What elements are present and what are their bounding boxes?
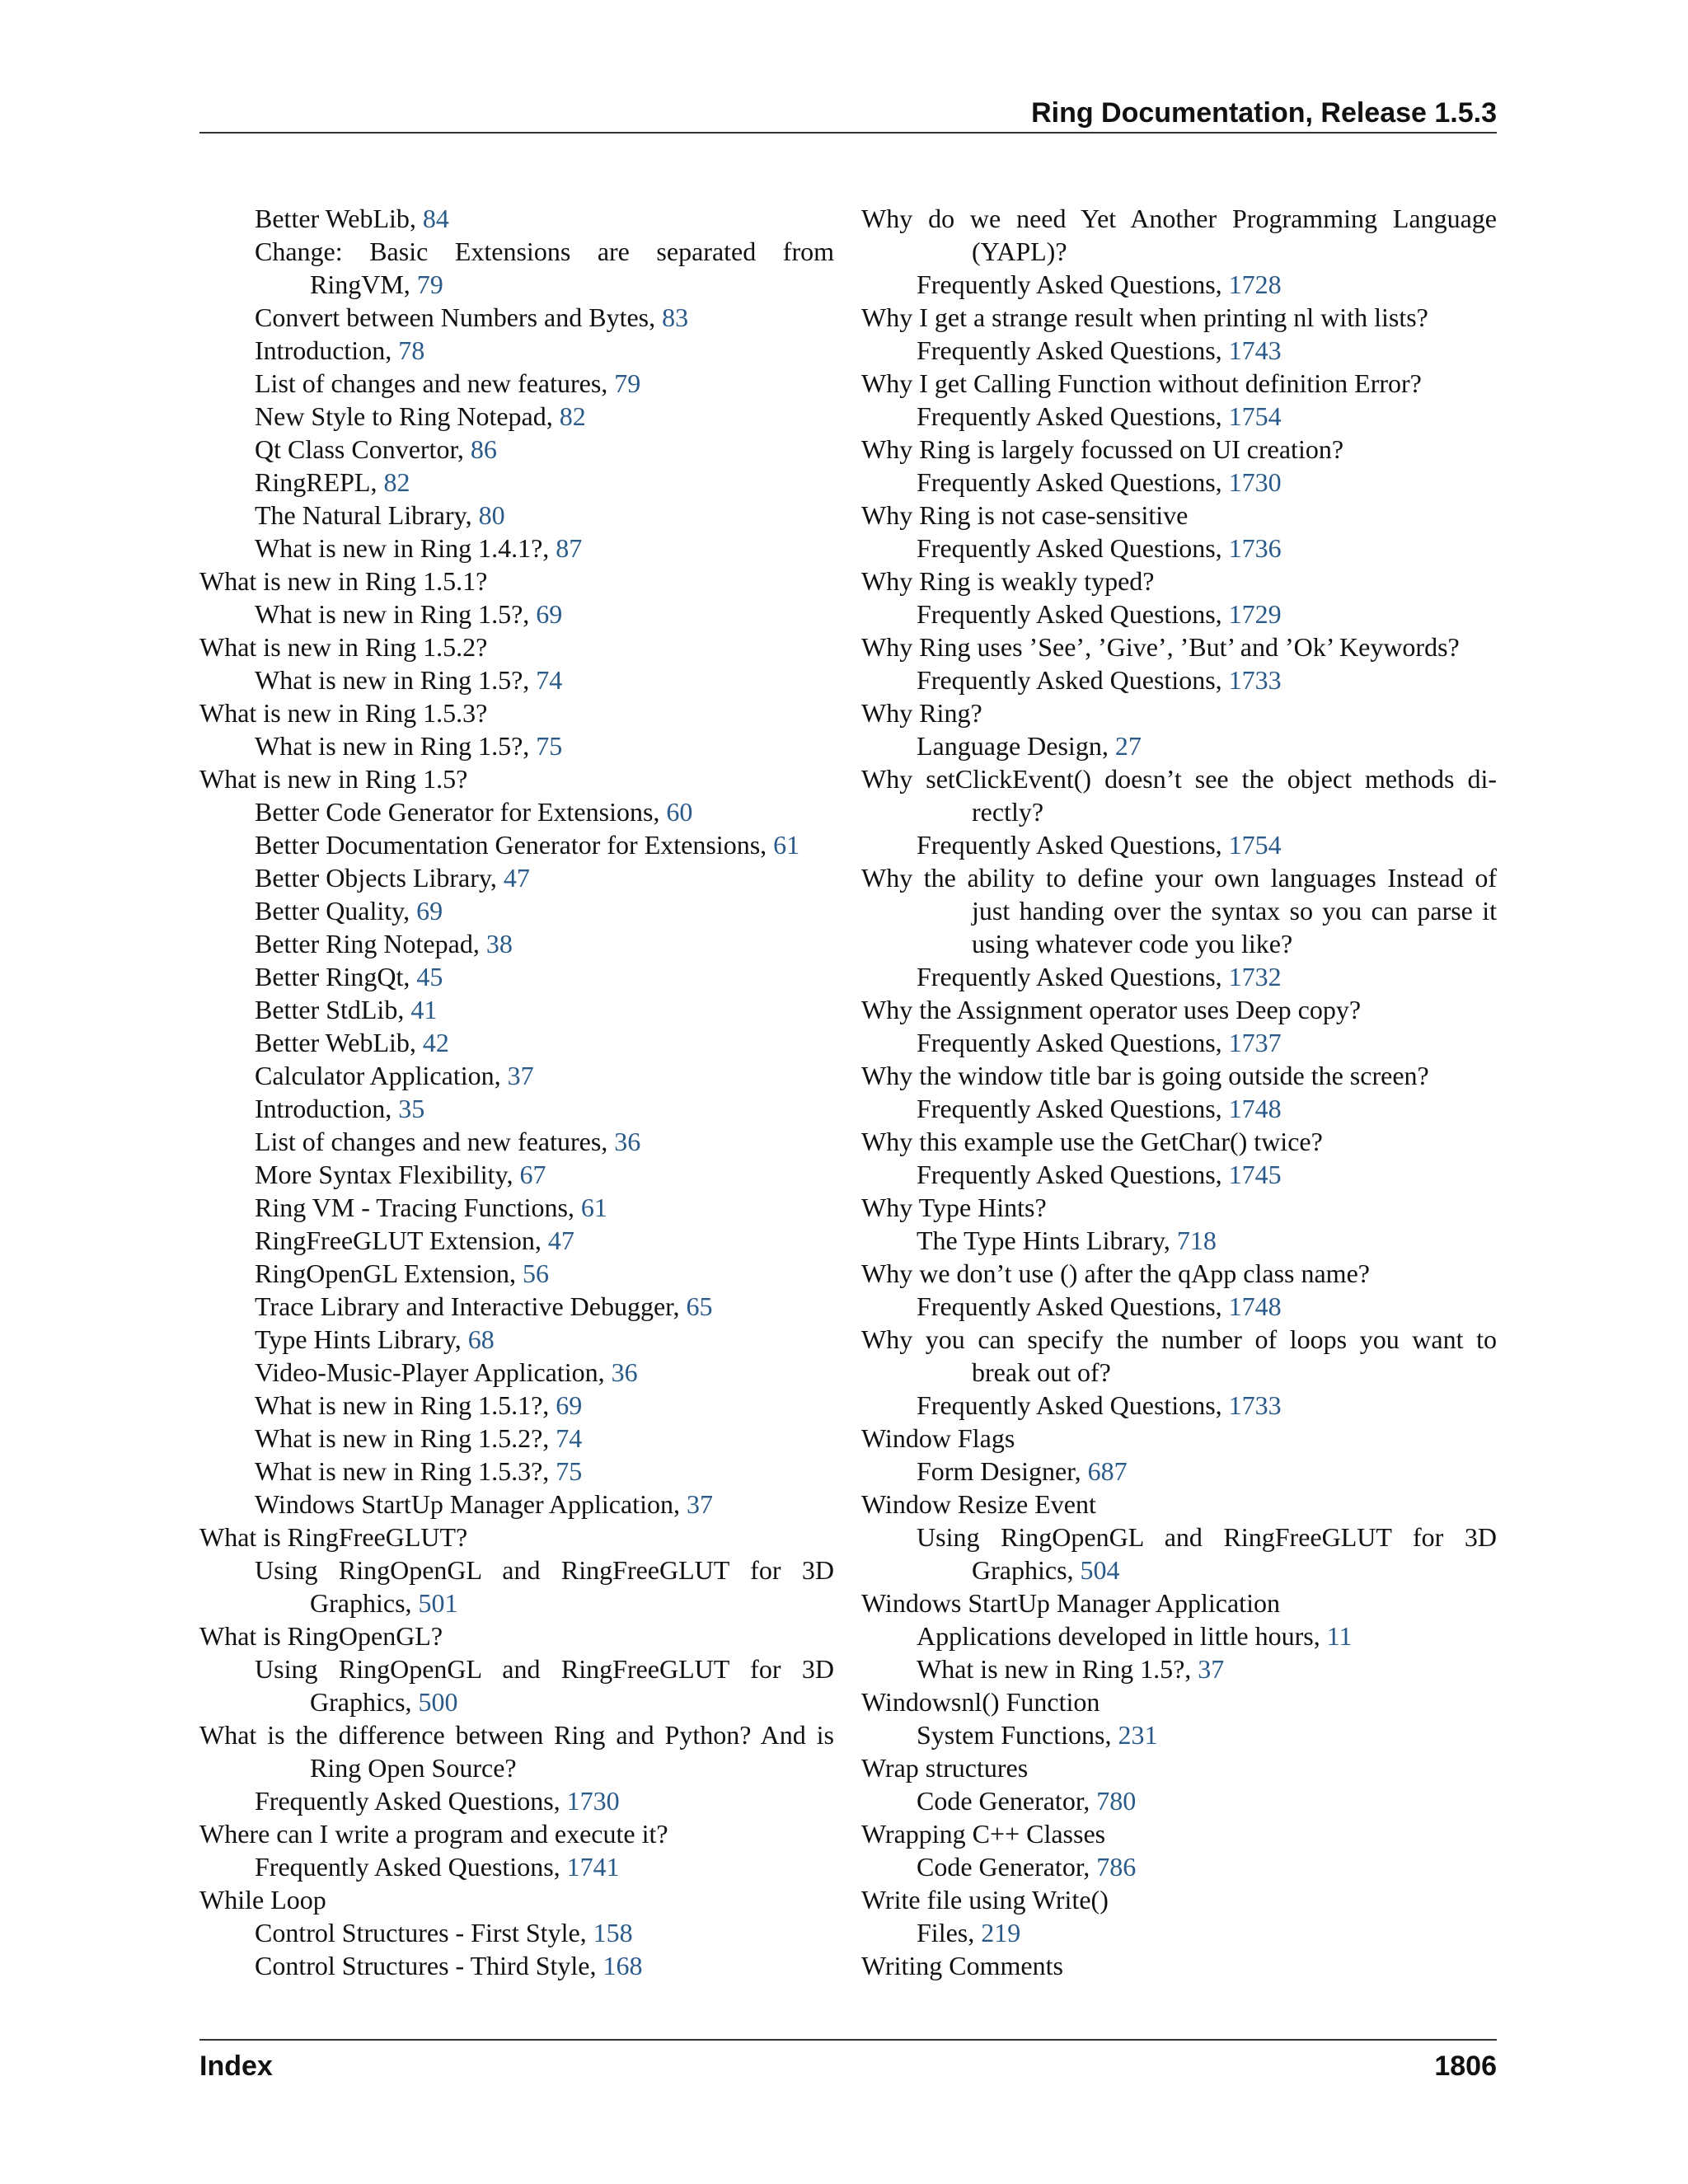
page-link[interactable]: 1732 bbox=[1228, 962, 1282, 991]
entry-text: Graphics, bbox=[310, 1588, 419, 1618]
entry-text: What is new in Ring 1.5?, bbox=[255, 599, 537, 629]
page-link[interactable]: 1745 bbox=[1228, 1160, 1282, 1189]
page-link[interactable]: 80 bbox=[478, 500, 505, 530]
entry-text: Frequently Asked Questions, bbox=[917, 1160, 1229, 1189]
index-entry bbox=[861, 696, 1497, 729]
entry-text: Frequently Asked Questions, bbox=[917, 830, 1229, 860]
entry-text: What is new in Ring 1.5.1?, bbox=[255, 1390, 556, 1420]
page-link[interactable]: 74 bbox=[556, 1423, 583, 1453]
index-entry bbox=[861, 1422, 1497, 1455]
entry-text: Using RingOpenGL and RingFreeGLUT for 3D bbox=[917, 1522, 1497, 1552]
index-subentry bbox=[861, 268, 1497, 301]
index-entry bbox=[861, 1488, 1497, 1521]
index-subentry bbox=[199, 1323, 834, 1356]
index-entry bbox=[861, 1257, 1497, 1290]
index-entry bbox=[199, 1521, 834, 1554]
entry-text: Better StdLib, bbox=[255, 995, 411, 1024]
index-subentry bbox=[199, 1092, 834, 1125]
index-subentry bbox=[861, 927, 1497, 960]
page-link[interactable]: 27 bbox=[1114, 731, 1142, 761]
index-entry bbox=[861, 202, 1497, 235]
page-link[interactable]: 82 bbox=[383, 467, 410, 497]
entry-text: Ring Open Source? bbox=[310, 1753, 517, 1783]
entry-text: Frequently Asked Questions, bbox=[917, 1291, 1229, 1321]
page-footer bbox=[199, 2039, 1497, 2090]
index-subentry bbox=[199, 1158, 834, 1191]
entry-text: Why Ring uses ’See’, ’Give’, ’But’ and ’Ok’ Keywords? bbox=[861, 632, 1460, 662]
entry-text: Files, bbox=[917, 1918, 982, 1947]
index-subentry bbox=[199, 894, 834, 927]
entry-text: What is new in Ring 1.5?, bbox=[917, 1654, 1198, 1684]
entry-text: Change: Basic Extensions are separated from bbox=[255, 237, 834, 266]
index-entry bbox=[861, 1949, 1497, 1982]
entry-text: Why Ring is not case-sensitive bbox=[861, 500, 1189, 530]
index-subentry bbox=[199, 301, 834, 334]
page-number: 1806 bbox=[1434, 2050, 1497, 2082]
entry-text: Better WebLib, bbox=[255, 1028, 423, 1057]
entry-text: Windowsnl() Function bbox=[861, 1687, 1100, 1717]
page-link[interactable]: 718 bbox=[1176, 1226, 1217, 1255]
entry-text: Introduction, bbox=[255, 1094, 399, 1123]
index-entry bbox=[861, 565, 1497, 598]
page-link[interactable]: 1729 bbox=[1228, 599, 1282, 629]
page-link[interactable]: 47 bbox=[547, 1226, 574, 1255]
entry-text: Using RingOpenGL and RingFreeGLUT for 3D bbox=[255, 1654, 834, 1684]
page-link[interactable]: 501 bbox=[418, 1588, 458, 1618]
index-subentry bbox=[199, 861, 834, 894]
entry-text: Why you can specify the number of loops you want to bbox=[861, 1324, 1497, 1354]
index-subentry bbox=[199, 960, 834, 993]
index-subentry bbox=[199, 1224, 834, 1257]
page-link[interactable]: 1741 bbox=[566, 1852, 620, 1882]
index-entry bbox=[199, 762, 834, 795]
index-subentry bbox=[199, 1290, 834, 1323]
entry-text: Graphics, bbox=[972, 1555, 1081, 1585]
entry-text: using whatever code you like? bbox=[972, 929, 1293, 958]
index-subentry bbox=[199, 1257, 834, 1290]
page-link[interactable]: 69 bbox=[536, 599, 563, 629]
entry-text: Control Structures - Third Style, bbox=[255, 1951, 603, 1980]
page-link[interactable]: 75 bbox=[536, 731, 563, 761]
entry-text: RingFreeGLUT Extension, bbox=[255, 1226, 548, 1255]
index-subentry bbox=[199, 1949, 834, 1982]
page-link[interactable]: 60 bbox=[666, 797, 693, 827]
entry-text: Applications developed in little hours, bbox=[917, 1621, 1327, 1651]
index-subentry bbox=[199, 466, 834, 499]
entry-text: Code Generator, bbox=[917, 1786, 1097, 1816]
entry-text: What is new in Ring 1.5.2?, bbox=[255, 1423, 556, 1453]
index-entry bbox=[861, 1125, 1497, 1158]
entry-text: What is new in Ring 1.5.3? bbox=[199, 698, 488, 728]
index-subentry bbox=[861, 466, 1497, 499]
page-link[interactable]: 36 bbox=[611, 1357, 638, 1387]
page-link[interactable]: 65 bbox=[686, 1291, 713, 1321]
page-link[interactable]: 41 bbox=[410, 995, 438, 1024]
entry-text: Language Design, bbox=[917, 731, 1115, 761]
page-link[interactable]: 1730 bbox=[566, 1786, 620, 1816]
index-subentry bbox=[199, 729, 834, 762]
index-subentry bbox=[861, 1619, 1497, 1652]
index-entry bbox=[861, 1883, 1497, 1916]
page-link[interactable]: 61 bbox=[773, 830, 800, 860]
page-link[interactable]: 1754 bbox=[1228, 401, 1282, 431]
index-entry bbox=[861, 1323, 1497, 1356]
page-link[interactable]: 75 bbox=[556, 1456, 583, 1486]
page-link[interactable]: 82 bbox=[559, 401, 586, 431]
index-entry bbox=[861, 433, 1497, 466]
index-subentry bbox=[861, 1784, 1497, 1817]
index-subentry bbox=[199, 334, 834, 367]
entry-text: Calculator Application, bbox=[255, 1061, 508, 1090]
entry-text: Why the window title bar is going outside the screen? bbox=[861, 1061, 1429, 1090]
entry-text: Better Quality, bbox=[255, 896, 417, 926]
entry-text: Why we don’t use () after the qApp class name? bbox=[861, 1258, 1370, 1288]
entry-text: Frequently Asked Questions, bbox=[917, 1028, 1229, 1057]
page-link[interactable]: 79 bbox=[614, 368, 641, 398]
index-subentry bbox=[199, 268, 834, 301]
page-link[interactable]: 1743 bbox=[1228, 335, 1282, 365]
index-subentry bbox=[199, 367, 834, 400]
entry-text: What is new in Ring 1.5? bbox=[199, 764, 468, 794]
page-link[interactable]: 1748 bbox=[1228, 1291, 1282, 1321]
page-link[interactable]: 168 bbox=[603, 1951, 643, 1980]
page-link[interactable]: 37 bbox=[1198, 1654, 1225, 1684]
entry-text: Code Generator, bbox=[917, 1852, 1097, 1882]
page-link[interactable]: 1737 bbox=[1228, 1028, 1282, 1057]
entry-text: Trace Library and Interactive Debugger, bbox=[255, 1291, 687, 1321]
entry-text: RingVM, bbox=[310, 269, 417, 299]
page-link[interactable]: 69 bbox=[416, 896, 443, 926]
entry-text: List of changes and new features, bbox=[255, 1127, 615, 1156]
entry-text: Graphics, bbox=[310, 1687, 419, 1717]
page-link[interactable]: 67 bbox=[519, 1160, 546, 1189]
page-link[interactable]: 35 bbox=[398, 1094, 425, 1123]
page-link[interactable]: 1754 bbox=[1228, 830, 1282, 860]
page-link[interactable]: 83 bbox=[662, 302, 689, 332]
index-subentry bbox=[199, 235, 834, 268]
entry-text: Why setClickEvent() doesn’t see the object methods di- bbox=[861, 764, 1497, 794]
index-entry bbox=[861, 1586, 1497, 1619]
page-link[interactable]: 79 bbox=[416, 269, 443, 299]
index-subentry bbox=[861, 1455, 1497, 1488]
page-link[interactable]: 74 bbox=[536, 665, 563, 695]
index-column-left bbox=[199, 202, 834, 1982]
entry-text: Why Ring is largely focussed on UI creation? bbox=[861, 434, 1344, 464]
entry-text: Better Objects Library, bbox=[255, 863, 504, 893]
index-column-right bbox=[861, 202, 1497, 1982]
index-subentry bbox=[199, 1850, 834, 1883]
entry-text: Ring VM - Tracing Functions, bbox=[255, 1193, 581, 1222]
page-link[interactable]: 687 bbox=[1087, 1456, 1128, 1486]
index-subentry bbox=[199, 1389, 834, 1422]
index-subentry bbox=[861, 1224, 1497, 1257]
page-link[interactable]: 78 bbox=[398, 335, 425, 365]
entry-text: New Style to Ring Notepad, bbox=[255, 401, 560, 431]
entry-text: Using RingOpenGL and RingFreeGLUT for 3D bbox=[255, 1555, 834, 1585]
index-entry bbox=[199, 1718, 834, 1751]
entry-text: break out of? bbox=[972, 1357, 1111, 1387]
page-link[interactable]: 36 bbox=[614, 1127, 641, 1156]
index-subentry bbox=[861, 795, 1497, 828]
entry-text: What is new in Ring 1.5.1? bbox=[199, 566, 488, 596]
index-subentry bbox=[199, 927, 834, 960]
index-subentry bbox=[861, 1850, 1497, 1883]
page-link[interactable]: 87 bbox=[556, 533, 583, 563]
index-subentry bbox=[199, 1125, 834, 1158]
entry-text: just handing over the syntax so you can parse it bbox=[972, 896, 1497, 926]
index-entry bbox=[199, 1883, 834, 1916]
index-subentry bbox=[199, 598, 834, 630]
entry-text: rectly? bbox=[972, 797, 1044, 827]
entry-text: Type Hints Library, bbox=[255, 1324, 468, 1354]
entry-text: Windows StartUp Manager Application, bbox=[255, 1489, 687, 1519]
entry-text: Why do we need Yet Another Programming Language bbox=[861, 204, 1497, 233]
index-subentry bbox=[199, 1191, 834, 1224]
entry-text: Frequently Asked Questions, bbox=[917, 1094, 1229, 1123]
entry-text: Why Ring? bbox=[861, 698, 982, 728]
index-subentry bbox=[199, 1784, 834, 1817]
entry-text: Wrap structures bbox=[861, 1753, 1029, 1783]
index-subentry bbox=[861, 1158, 1497, 1191]
index-subentry bbox=[199, 663, 834, 696]
page-link[interactable]: 500 bbox=[418, 1687, 458, 1717]
index-entry bbox=[861, 1059, 1497, 1092]
entry-text: Where can I write a program and execute it? bbox=[199, 1819, 668, 1849]
index-subentry bbox=[199, 993, 834, 1026]
entry-text: What is new in Ring 1.5?, bbox=[255, 665, 537, 695]
index-subentry bbox=[199, 532, 834, 565]
index-subentry bbox=[861, 1652, 1497, 1685]
index-subentry bbox=[199, 1554, 834, 1586]
index-subentry bbox=[861, 960, 1497, 993]
page-link[interactable]: 69 bbox=[556, 1390, 583, 1420]
footer-section: Index bbox=[199, 2050, 273, 2082]
entry-text: Why I get a strange result when printing nl with lists? bbox=[861, 302, 1428, 332]
index-subentry bbox=[861, 1521, 1497, 1554]
page-link[interactable]: 1733 bbox=[1228, 1390, 1282, 1420]
page-link[interactable]: 219 bbox=[981, 1918, 1021, 1947]
page-link[interactable]: 231 bbox=[1118, 1720, 1158, 1750]
index-subentry bbox=[861, 235, 1497, 268]
index-entry bbox=[861, 1685, 1497, 1718]
index-entry bbox=[861, 630, 1497, 663]
index-entry bbox=[861, 499, 1497, 532]
index-subentry bbox=[199, 1026, 834, 1059]
entry-text: While Loop bbox=[199, 1885, 326, 1915]
index-entry bbox=[199, 1817, 834, 1850]
index-entry bbox=[861, 762, 1497, 795]
entry-text: Windows StartUp Manager Application bbox=[861, 1588, 1280, 1618]
page-link[interactable]: 38 bbox=[485, 929, 513, 958]
index-subentry bbox=[199, 795, 834, 828]
entry-text: Why the Assignment operator uses Deep copy? bbox=[861, 995, 1362, 1024]
entry-text: What is new in Ring 1.5.3?, bbox=[255, 1456, 556, 1486]
index-entry bbox=[199, 630, 834, 663]
entry-text: Why Ring is weakly typed? bbox=[861, 566, 1155, 596]
entry-text: What is RingOpenGL? bbox=[199, 1621, 443, 1651]
entry-text: List of changes and new features, bbox=[255, 368, 615, 398]
index-subentry bbox=[199, 499, 834, 532]
page-link[interactable]: 47 bbox=[503, 863, 530, 893]
entry-text: Frequently Asked Questions, bbox=[917, 599, 1229, 629]
entry-text: More Syntax Flexibility, bbox=[255, 1160, 520, 1189]
index-subentry bbox=[861, 1718, 1497, 1751]
entry-text: Why this example use the GetChar() twice? bbox=[861, 1127, 1323, 1156]
index-subentry bbox=[861, 1290, 1497, 1323]
index-subentry bbox=[199, 433, 834, 466]
index-subentry bbox=[861, 1356, 1497, 1389]
entry-text: Window Flags bbox=[861, 1423, 1015, 1453]
entry-text: Why I get Calling Function without definition Error? bbox=[861, 368, 1422, 398]
page-link[interactable]: 1736 bbox=[1228, 533, 1282, 563]
index-subentry bbox=[199, 1488, 834, 1521]
entry-text: What is new in Ring 1.5?, bbox=[255, 731, 537, 761]
index-subentry bbox=[199, 828, 834, 861]
index-entry bbox=[861, 1751, 1497, 1784]
index-subentry bbox=[861, 828, 1497, 861]
page-link[interactable]: 56 bbox=[523, 1258, 549, 1288]
entry-text: RingOpenGL Extension, bbox=[255, 1258, 523, 1288]
entry-text: Frequently Asked Questions, bbox=[917, 1390, 1229, 1420]
entry-text: Video-Music-Player Application, bbox=[255, 1357, 612, 1387]
index-entry bbox=[861, 1817, 1497, 1850]
entry-text: Qt Class Convertor, bbox=[255, 434, 471, 464]
index-subentry bbox=[199, 1685, 834, 1718]
page-link[interactable]: 504 bbox=[1080, 1555, 1120, 1585]
index-entry bbox=[861, 367, 1497, 400]
entry-text: What is new in Ring 1.5.2? bbox=[199, 632, 488, 662]
index-subentry bbox=[199, 202, 834, 235]
entry-text: Better RingQt, bbox=[255, 962, 417, 991]
entry-text: RingREPL, bbox=[255, 467, 384, 497]
index-subentry bbox=[861, 1026, 1497, 1059]
page-link[interactable]: 61 bbox=[580, 1193, 607, 1222]
index-entry bbox=[861, 1191, 1497, 1224]
index-subentry bbox=[199, 400, 834, 433]
entry-text: Better WebLib, bbox=[255, 204, 423, 233]
page-link[interactable]: 68 bbox=[467, 1324, 495, 1354]
entry-text: What is new in Ring 1.4.1?, bbox=[255, 533, 556, 563]
entry-text: Frequently Asked Questions, bbox=[917, 962, 1229, 991]
index-subentry bbox=[861, 1092, 1497, 1125]
entry-text: Control Structures - First Style, bbox=[255, 1918, 593, 1947]
page-link[interactable]: 780 bbox=[1096, 1786, 1137, 1816]
page-link[interactable]: 37 bbox=[686, 1489, 713, 1519]
page-link[interactable]: 45 bbox=[416, 962, 443, 991]
page-link[interactable]: 86 bbox=[470, 434, 497, 464]
entry-text: Better Ring Notepad, bbox=[255, 929, 486, 958]
index-subentry bbox=[199, 1652, 834, 1685]
entry-text: Introduction, bbox=[255, 335, 399, 365]
page-link[interactable]: 84 bbox=[422, 204, 449, 233]
index-subentry bbox=[199, 1422, 834, 1455]
index-subentry bbox=[861, 1554, 1497, 1586]
page-link[interactable]: 158 bbox=[593, 1918, 633, 1947]
entry-text: Form Designer, bbox=[917, 1456, 1088, 1486]
entry-text: Writing Comments bbox=[861, 1951, 1063, 1980]
entry-text: Frequently Asked Questions, bbox=[917, 533, 1229, 563]
index-entry bbox=[861, 993, 1497, 1026]
index-subentry bbox=[861, 400, 1497, 433]
page-link[interactable]: 1728 bbox=[1228, 269, 1282, 299]
page-link[interactable]: 42 bbox=[422, 1028, 449, 1057]
index-entry bbox=[199, 565, 834, 598]
index-subentry bbox=[861, 729, 1497, 762]
page-link[interactable]: 1733 bbox=[1228, 665, 1282, 695]
entry-text: Why Type Hints? bbox=[861, 1193, 1047, 1222]
index-entry bbox=[861, 861, 1497, 894]
entry-text: Frequently Asked Questions, bbox=[917, 665, 1229, 695]
index-subentry bbox=[199, 1356, 834, 1389]
index-subentry bbox=[199, 1455, 834, 1488]
index-entry bbox=[199, 696, 834, 729]
entry-text: Frequently Asked Questions, bbox=[917, 467, 1229, 497]
page-link[interactable]: 1748 bbox=[1228, 1094, 1282, 1123]
entry-text: What is the difference between Ring and Python? And is bbox=[199, 1720, 834, 1750]
entry-text: Write file using Write() bbox=[861, 1885, 1109, 1915]
index-subentry bbox=[199, 1586, 834, 1619]
entry-text: Better Code Generator for Extensions, bbox=[255, 797, 667, 827]
page-link[interactable]: 786 bbox=[1096, 1852, 1137, 1882]
index-entry bbox=[861, 301, 1497, 334]
index-subentry bbox=[861, 663, 1497, 696]
index-subentry bbox=[199, 1059, 834, 1092]
index-entry bbox=[199, 1619, 834, 1652]
page-header bbox=[199, 92, 1497, 134]
entry-text: Why the ability to define your own languages Instead of bbox=[861, 863, 1497, 893]
page-link[interactable]: 37 bbox=[507, 1061, 534, 1090]
entry-text: Frequently Asked Questions, bbox=[917, 269, 1229, 299]
document-title: Ring Documentation, Release 1.5.3 bbox=[1031, 97, 1497, 129]
index-subentry bbox=[861, 532, 1497, 565]
index-subentry bbox=[861, 598, 1497, 630]
entry-text: The Natural Library, bbox=[255, 500, 479, 530]
entry-text: What is RingFreeGLUT? bbox=[199, 1522, 468, 1552]
page-link[interactable]: 1730 bbox=[1228, 467, 1282, 497]
entry-text: Frequently Asked Questions, bbox=[917, 401, 1229, 431]
index-subentry bbox=[861, 334, 1497, 367]
entry-text: The Type Hints Library, bbox=[917, 1226, 1177, 1255]
entry-text: System Functions, bbox=[917, 1720, 1118, 1750]
index-subentry bbox=[199, 1751, 834, 1784]
page-link[interactable]: 11 bbox=[1326, 1621, 1353, 1651]
entry-text: Convert between Numbers and Bytes, bbox=[255, 302, 663, 332]
index-subentry bbox=[861, 894, 1497, 927]
index-subentry bbox=[861, 1916, 1497, 1949]
entry-text: Frequently Asked Questions, bbox=[917, 335, 1229, 365]
entry-text: Wrapping C++ Classes bbox=[861, 1819, 1106, 1849]
entry-text: (YAPL)? bbox=[972, 237, 1067, 266]
index-subentry bbox=[861, 1389, 1497, 1422]
entry-text: Better Documentation Generator for Extensions, bbox=[255, 830, 774, 860]
entry-text: Frequently Asked Questions, bbox=[255, 1852, 567, 1882]
entry-text: Window Resize Event bbox=[861, 1489, 1096, 1519]
entry-text: Frequently Asked Questions, bbox=[255, 1786, 567, 1816]
index-subentry bbox=[199, 1916, 834, 1949]
